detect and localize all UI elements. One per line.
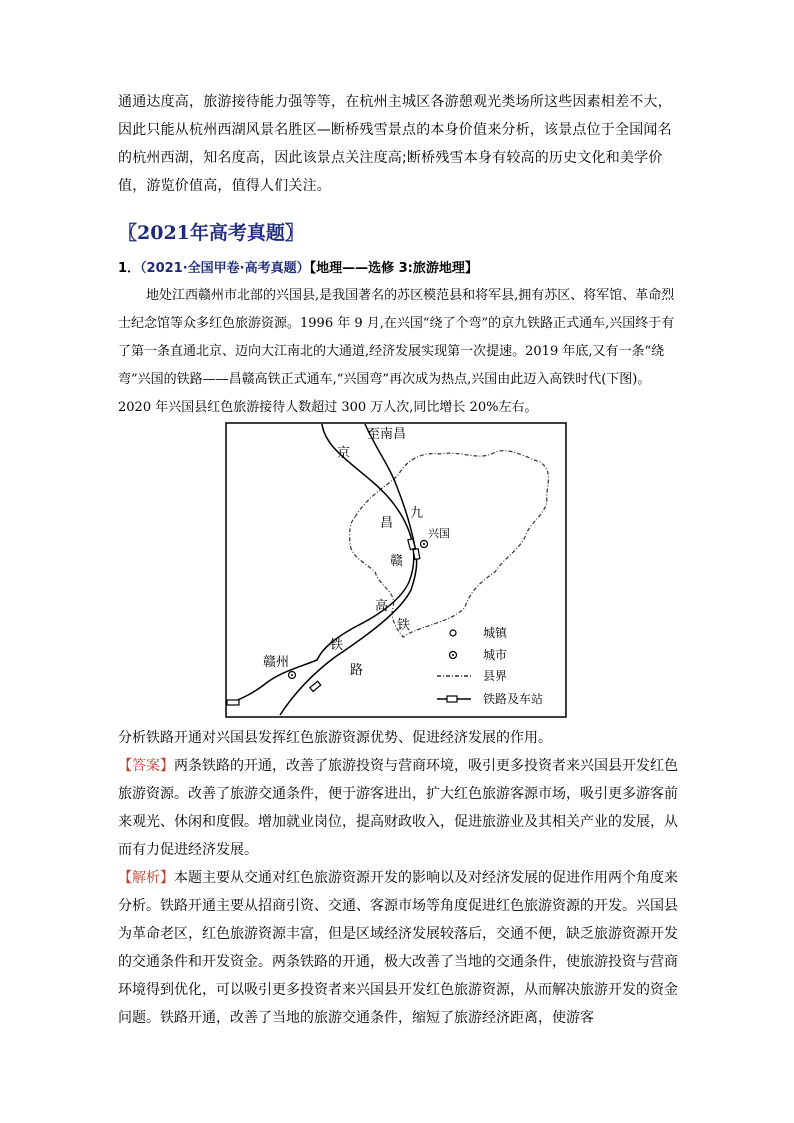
question-passage: 地处江西赣州市北部的兴国县,是我国著名的苏区模范县和将军县,拥有苏区、将军馆、革命烈士纪念馆等众多红色旅游资源。1996 年 9 月,在兴国“绕了个弯”的京九铁路正式通车,兴国终于有了第一条直通北京、迈向大江南北的大通道,经济发展实现第一次提速。2019 年底,又有一条“绕弯”兴国的铁路——昌赣高铁正式通车,“兴国弯”再次成为热点,兴国由此迈入高铁时代(下图)。2020 年兴国县红色旅游接待人数超过 300 万人次,同比增长 20%左右。 bbox=[118, 288, 675, 415]
label-gao: 高 bbox=[375, 599, 389, 614]
question-header bbox=[118, 257, 478, 276]
station-marker bbox=[413, 549, 420, 560]
label-tie-1: 铁 bbox=[397, 618, 411, 633]
analysis-tag: 【解析】 bbox=[118, 870, 174, 886]
legend-city-label: 城市 bbox=[483, 648, 508, 662]
question-number: 1． bbox=[118, 261, 141, 276]
legend-boundary-label: 县界 bbox=[483, 669, 508, 683]
label-ganzhou: 赣州 bbox=[263, 655, 290, 670]
legend-town-label: 城镇 bbox=[483, 626, 508, 640]
answer-block bbox=[118, 752, 678, 864]
answer-text: 两条铁路的开通，改善了旅游投资与营商环境，吸引更多投资者来兴国县开发红色旅游资源。改善了旅游交通条件，便于游客进出，扩大红色旅游客源市场，吸引更多游客前来观光、休闲和度假。增加就业岗位，提高财政收入，促进旅游业及其相关产业的发展，从而有力促进经济发展。 bbox=[118, 758, 678, 858]
label-nanchang: 至南昌 bbox=[367, 427, 407, 442]
map-frame bbox=[226, 423, 566, 717]
label-jing: 京 bbox=[337, 446, 351, 461]
railway-map bbox=[225, 422, 567, 718]
legend-railway-label: 铁路及车站 bbox=[483, 692, 544, 706]
station-marker bbox=[227, 700, 239, 705]
question-source: （2021·全国甲卷·高考真题） bbox=[140, 261, 310, 276]
label-jiu: 九 bbox=[410, 506, 424, 521]
analysis-block bbox=[118, 864, 678, 1032]
section-heading: 〖2021年高考真题〗 bbox=[118, 222, 304, 244]
question-topic: 【地理——选修 3:旅游地理】 bbox=[309, 261, 478, 276]
intro-paragraph: 通通达度高，旅游接待能力强等等，在杭州主城区各游憩观光类场所这些因素相差不大，因此只能从杭州西湖风景名胜区—断桥残雪景点的本身价值来分析，该景点位于全国闻名的杭州西湖，知名度高，因此该景点关注度高;断桥残雪本身有较高的历史文化和美学价值，游览价值高，值得人们关注。 bbox=[118, 94, 672, 194]
label-tie-2: 铁 bbox=[330, 638, 344, 653]
analysis-text: 本题主要从交通对红色旅游资源开发的影响以及对经济发展的促进作用两个角度来分析。铁路开通主要从招商引资、交通、客源市场等角度促进红色旅游资源的开发。兴国县为革命老区，红色旅游资源丰富，但是区域经济发展较落后，交通不便，缺乏旅游资源开发的交通条件和开发资金。两条铁路的开通，极大改善了当地的交通条件，使旅游投资与营商环境得到优化，可以吸引更多投资者来兴国县开发红色旅游资源，从而解决旅游开发的资金问题。铁路开通，改善了当地的旅游交通条件，缩短了旅游经济距离，使游客 bbox=[118, 870, 678, 1026]
legend-town-icon bbox=[450, 630, 456, 636]
answer-tag: 【答案】 bbox=[118, 758, 174, 774]
label-lu: 路 bbox=[350, 663, 364, 678]
label-xingguo: 兴国 bbox=[428, 527, 450, 540]
question-passage-block bbox=[118, 282, 678, 422]
label-chang: 昌 bbox=[380, 516, 394, 531]
ganzhou-city-center bbox=[291, 674, 293, 676]
xingguo-city-center bbox=[423, 543, 425, 545]
label-gan: 赣 bbox=[390, 554, 404, 569]
question-prompt: 分析铁路开通对兴国县发挥红色旅游资源优势、促进经济发展的作用。 bbox=[118, 730, 552, 746]
